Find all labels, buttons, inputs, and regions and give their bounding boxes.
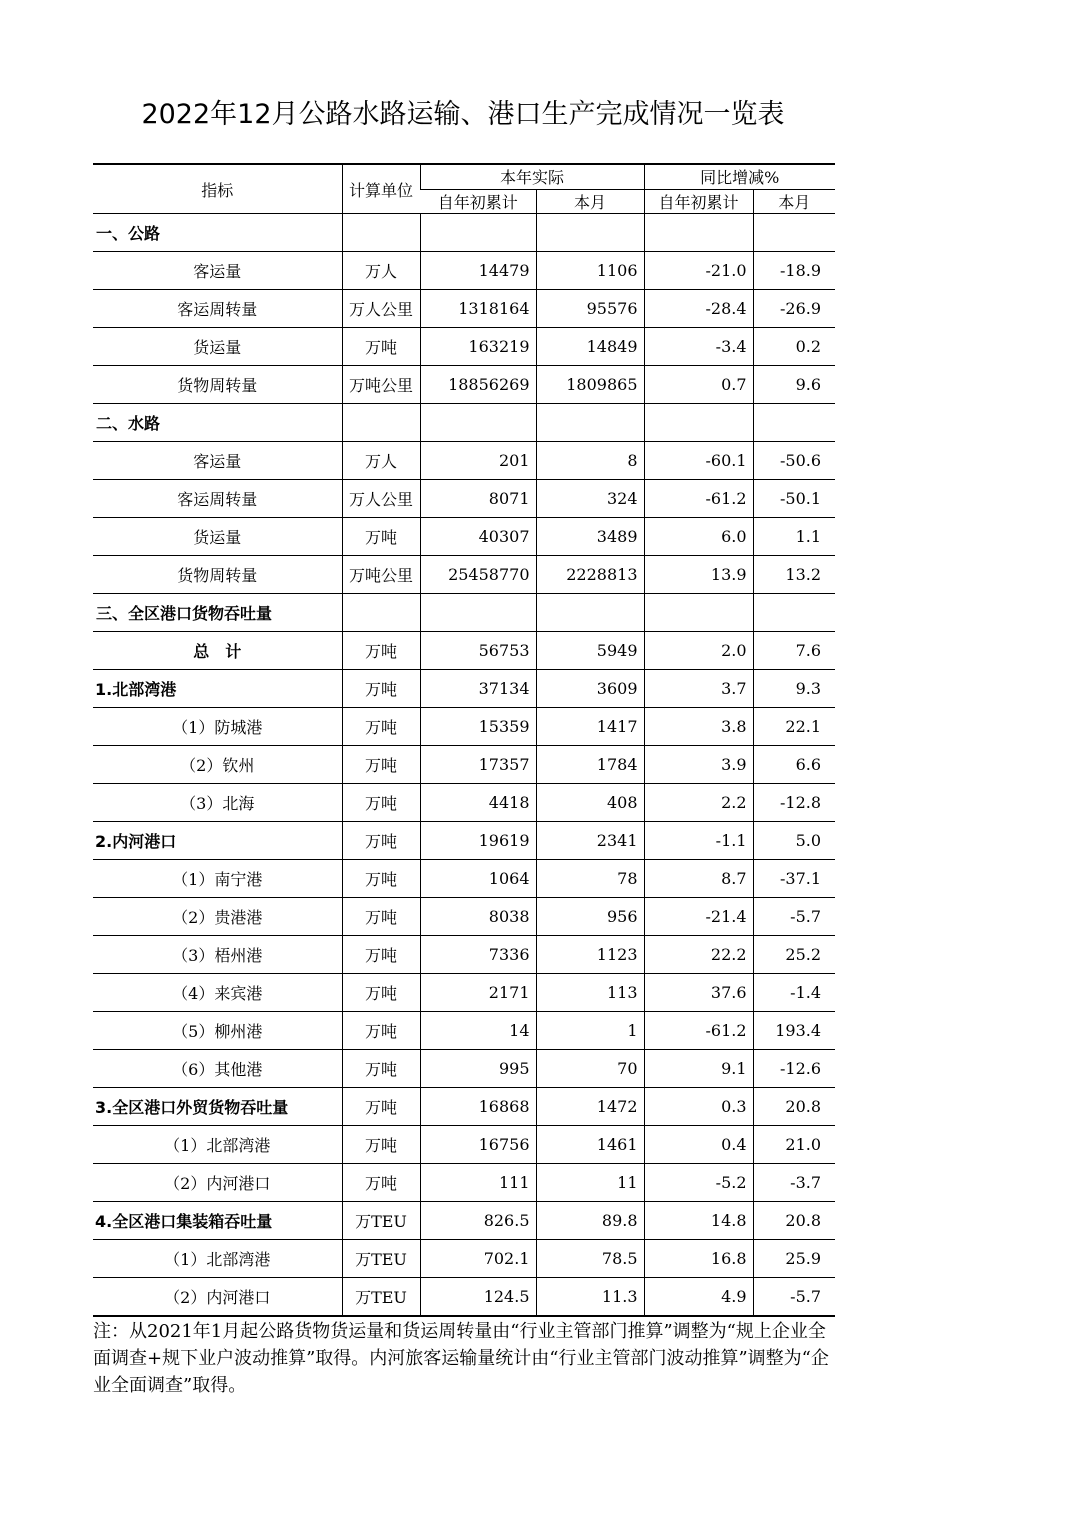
table-row — [93, 860, 835, 898]
indicator-cell: 客运量 — [93, 252, 342, 290]
yoy-ytd-cell: -5.2 — [644, 1164, 753, 1202]
table-row — [93, 1012, 835, 1050]
yoy-month-cell: 6.6 — [753, 746, 835, 784]
actual-ytd-cell — [420, 214, 536, 252]
indicator-cell: （3）北海 — [93, 784, 342, 822]
actual-ytd-cell: 25458770 — [420, 556, 536, 594]
yoy-month-cell: 13.2 — [753, 556, 835, 594]
indicator-cell: （1）北部湾港 — [93, 1126, 342, 1164]
table-row — [93, 822, 835, 860]
yoy-month-cell: 9.3 — [753, 670, 835, 708]
actual-month-cell: 95576 — [536, 290, 644, 328]
actual-ytd-cell: 16868 — [420, 1088, 536, 1126]
yoy-month-cell: 0.2 — [753, 328, 835, 366]
yoy-ytd-cell: 4.9 — [644, 1278, 753, 1317]
table-row — [93, 1088, 835, 1126]
actual-month-cell: 70 — [536, 1050, 644, 1088]
yoy-ytd-cell: 14.8 — [644, 1202, 753, 1240]
indicator-cell: （1）南宁港 — [93, 860, 342, 898]
header-yoy-month: 本月 — [753, 189, 835, 214]
header-actual-month: 本月 — [536, 189, 644, 214]
yoy-ytd-cell: 37.6 — [644, 974, 753, 1012]
actual-ytd-cell: 19619 — [420, 822, 536, 860]
indicator-cell: 4.全区港口集装箱吞吐量 — [93, 1202, 342, 1240]
unit-cell: 万吨 — [342, 898, 420, 936]
indicator-cell: 货运量 — [93, 328, 342, 366]
unit-cell: 万人 — [342, 442, 420, 480]
table-row — [93, 404, 835, 442]
actual-month-cell — [536, 214, 644, 252]
unit-cell: 万人公里 — [342, 480, 420, 518]
actual-ytd-cell: 16756 — [420, 1126, 536, 1164]
yoy-month-cell: 25.2 — [753, 936, 835, 974]
actual-month-cell: 2341 — [536, 822, 644, 860]
unit-cell: 万吨 — [342, 1088, 420, 1126]
table-row — [93, 746, 835, 784]
table-row — [93, 632, 835, 670]
indicator-cell: 二、水路 — [93, 404, 342, 442]
unit-cell: 万TEU — [342, 1202, 420, 1240]
yoy-month-cell: 21.0 — [753, 1126, 835, 1164]
actual-ytd-cell — [420, 404, 536, 442]
table-row — [93, 214, 835, 252]
unit-cell: 万TEU — [342, 1240, 420, 1278]
actual-ytd-cell: 17357 — [420, 746, 536, 784]
actual-ytd-cell: 8071 — [420, 480, 536, 518]
unit-cell: 万吨公里 — [342, 556, 420, 594]
yoy-month-cell: -26.9 — [753, 290, 835, 328]
yoy-ytd-cell: -61.2 — [644, 480, 753, 518]
yoy-ytd-cell: 2.2 — [644, 784, 753, 822]
actual-ytd-cell: 1318164 — [420, 290, 536, 328]
yoy-month-cell: -12.8 — [753, 784, 835, 822]
indicator-cell: 总 计 — [93, 632, 342, 670]
yoy-month-cell: 193.4 — [753, 1012, 835, 1050]
indicator-cell: （3）梧州港 — [93, 936, 342, 974]
actual-month-cell: 11 — [536, 1164, 644, 1202]
table-row — [93, 1240, 835, 1278]
actual-month-cell: 78.5 — [536, 1240, 644, 1278]
yoy-month-cell: -3.7 — [753, 1164, 835, 1202]
table-row — [93, 974, 835, 1012]
table-row — [93, 1164, 835, 1202]
actual-ytd-cell: 14479 — [420, 252, 536, 290]
footnote: 注：从2021年1月起公路货物货运量和货运周转量由“行业主管部门推算”调整为“规上企业全面调查+规下业户波动推算”取得。内河旅客运输量统计由“行业主管部门波动推算”调整为“企业全面调查”取得。 — [93, 1321, 829, 1396]
unit-cell: 万吨 — [342, 860, 420, 898]
table-row — [93, 1050, 835, 1088]
actual-ytd-cell — [420, 594, 536, 632]
indicator-cell: 货运量 — [93, 518, 342, 556]
yoy-ytd-cell: -21.0 — [644, 252, 753, 290]
table-row — [93, 1202, 835, 1240]
actual-month-cell: 78 — [536, 860, 644, 898]
yoy-ytd-cell — [644, 214, 753, 252]
actual-month-cell: 1784 — [536, 746, 644, 784]
yoy-ytd-cell: -61.2 — [644, 1012, 753, 1050]
yoy-ytd-cell: -3.4 — [644, 328, 753, 366]
actual-ytd-cell: 111 — [420, 1164, 536, 1202]
unit-cell: 万吨 — [342, 1164, 420, 1202]
yoy-month-cell: -50.1 — [753, 480, 835, 518]
actual-month-cell: 8 — [536, 442, 644, 480]
yoy-ytd-cell: -60.1 — [644, 442, 753, 480]
table-body — [93, 214, 835, 1317]
unit-cell — [342, 214, 420, 252]
yoy-month-cell: -50.6 — [753, 442, 835, 480]
actual-month-cell: 5949 — [536, 632, 644, 670]
yoy-month-cell: 1.1 — [753, 518, 835, 556]
unit-cell: 万TEU — [342, 1278, 420, 1317]
table-row — [93, 328, 835, 366]
actual-ytd-cell: 8038 — [420, 898, 536, 936]
header-indicator: 指标 — [93, 164, 342, 214]
table-row — [93, 936, 835, 974]
yoy-month-cell: -12.6 — [753, 1050, 835, 1088]
actual-ytd-cell: 826.5 — [420, 1202, 536, 1240]
unit-cell: 万吨 — [342, 1050, 420, 1088]
unit-cell — [342, 404, 420, 442]
yoy-ytd-cell: -1.1 — [644, 822, 753, 860]
actual-month-cell: 3489 — [536, 518, 644, 556]
actual-month-cell: 408 — [536, 784, 644, 822]
actual-month-cell: 11.3 — [536, 1278, 644, 1317]
actual-month-cell: 14849 — [536, 328, 644, 366]
table-row — [93, 366, 835, 404]
table-row — [93, 784, 835, 822]
yoy-ytd-cell: 16.8 — [644, 1240, 753, 1278]
unit-cell: 万吨 — [342, 822, 420, 860]
actual-ytd-cell: 56753 — [420, 632, 536, 670]
indicator-cell: （1）北部湾港 — [93, 1240, 342, 1278]
yoy-ytd-cell: 3.9 — [644, 746, 753, 784]
yoy-ytd-cell — [644, 594, 753, 632]
yoy-month-cell: 7.6 — [753, 632, 835, 670]
unit-cell: 万吨 — [342, 518, 420, 556]
table-row — [93, 252, 835, 290]
table-row — [93, 290, 835, 328]
table-row — [93, 556, 835, 594]
indicator-cell: 货物周转量 — [93, 556, 342, 594]
actual-ytd-cell: 163219 — [420, 328, 536, 366]
table-row — [93, 1278, 835, 1317]
indicator-cell: （2）贵港港 — [93, 898, 342, 936]
yoy-ytd-cell — [644, 404, 753, 442]
table-row — [93, 1126, 835, 1164]
actual-ytd-cell: 37134 — [420, 670, 536, 708]
actual-month-cell: 1472 — [536, 1088, 644, 1126]
yoy-ytd-cell: 8.7 — [644, 860, 753, 898]
actual-month-cell: 3609 — [536, 670, 644, 708]
table-row — [93, 442, 835, 480]
actual-ytd-cell: 15359 — [420, 708, 536, 746]
header-actual: 本年实际 — [420, 164, 644, 189]
indicator-cell: （5）柳州港 — [93, 1012, 342, 1050]
table-row — [93, 898, 835, 936]
yoy-month-cell: 9.6 — [753, 366, 835, 404]
yoy-ytd-cell: 9.1 — [644, 1050, 753, 1088]
actual-ytd-cell: 4418 — [420, 784, 536, 822]
actual-month-cell: 113 — [536, 974, 644, 1012]
actual-ytd-cell: 40307 — [420, 518, 536, 556]
unit-cell: 万吨 — [342, 632, 420, 670]
yoy-month-cell: 25.9 — [753, 1240, 835, 1278]
indicator-cell: 客运周转量 — [93, 290, 342, 328]
unit-cell — [342, 594, 420, 632]
actual-ytd-cell: 1064 — [420, 860, 536, 898]
yoy-month-cell: -37.1 — [753, 860, 835, 898]
actual-ytd-cell: 7336 — [420, 936, 536, 974]
actual-month-cell — [536, 594, 644, 632]
actual-month-cell: 1123 — [536, 936, 644, 974]
indicator-cell: 客运周转量 — [93, 480, 342, 518]
yoy-ytd-cell: 0.7 — [644, 366, 753, 404]
table-row — [93, 594, 835, 632]
actual-month-cell: 1106 — [536, 252, 644, 290]
yoy-ytd-cell: -28.4 — [644, 290, 753, 328]
actual-ytd-cell: 18856269 — [420, 366, 536, 404]
actual-month-cell: 1417 — [536, 708, 644, 746]
actual-month-cell: 2228813 — [536, 556, 644, 594]
header-yoy: 同比增减% — [644, 164, 835, 189]
yoy-ytd-cell: 3.8 — [644, 708, 753, 746]
table-row — [93, 480, 835, 518]
unit-cell: 万吨 — [342, 708, 420, 746]
yoy-month-cell: -5.7 — [753, 1278, 835, 1317]
unit-cell: 万吨 — [342, 746, 420, 784]
indicator-cell: （2）钦州 — [93, 746, 342, 784]
yoy-month-cell: 20.8 — [753, 1202, 835, 1240]
yoy-ytd-cell: 22.2 — [644, 936, 753, 974]
unit-cell: 万吨 — [342, 670, 420, 708]
unit-cell: 万吨 — [342, 328, 420, 366]
header-unit: 计算单位 — [342, 164, 420, 214]
page-title: 2022年12月公路水路运输、港口生产完成情况一览表 — [141, 99, 785, 130]
actual-month-cell: 1461 — [536, 1126, 644, 1164]
actual-ytd-cell: 2171 — [420, 974, 536, 1012]
unit-cell: 万吨 — [342, 974, 420, 1012]
yoy-ytd-cell: 6.0 — [644, 518, 753, 556]
indicator-cell: （2）内河港口 — [93, 1164, 342, 1202]
actual-month-cell: 1 — [536, 1012, 644, 1050]
yoy-month-cell — [753, 594, 835, 632]
indicator-cell: （1）防城港 — [93, 708, 342, 746]
yoy-ytd-cell: 0.4 — [644, 1126, 753, 1164]
actual-ytd-cell: 14 — [420, 1012, 536, 1050]
actual-month-cell: 1809865 — [536, 366, 644, 404]
actual-ytd-cell: 124.5 — [420, 1278, 536, 1317]
actual-ytd-cell: 201 — [420, 442, 536, 480]
indicator-cell: （6）其他港 — [93, 1050, 342, 1088]
indicator-cell: 3.全区港口外贸货物吞吐量 — [93, 1088, 342, 1126]
yoy-ytd-cell: 3.7 — [644, 670, 753, 708]
yoy-month-cell — [753, 404, 835, 442]
yoy-month-cell: 20.8 — [753, 1088, 835, 1126]
unit-cell: 万人 — [342, 252, 420, 290]
unit-cell: 万吨 — [342, 784, 420, 822]
yoy-ytd-cell: 13.9 — [644, 556, 753, 594]
indicator-cell: 三、全区港口货物吞吐量 — [93, 594, 342, 632]
indicator-cell: （2）内河港口 — [93, 1278, 342, 1317]
yoy-month-cell: -1.4 — [753, 974, 835, 1012]
unit-cell: 万吨 — [342, 1012, 420, 1050]
unit-cell: 万吨公里 — [342, 366, 420, 404]
yoy-ytd-cell: -21.4 — [644, 898, 753, 936]
indicator-cell: 货物周转量 — [93, 366, 342, 404]
yoy-month-cell — [753, 214, 835, 252]
unit-cell: 万吨 — [342, 1126, 420, 1164]
indicator-cell: 一、公路 — [93, 214, 342, 252]
indicator-cell: 客运量 — [93, 442, 342, 480]
yoy-month-cell: 5.0 — [753, 822, 835, 860]
indicator-cell: 2.内河港口 — [93, 822, 342, 860]
actual-month-cell: 324 — [536, 480, 644, 518]
statistics-table — [93, 163, 835, 1317]
table-row — [93, 518, 835, 556]
yoy-ytd-cell: 0.3 — [644, 1088, 753, 1126]
indicator-cell: 1.北部湾港 — [93, 670, 342, 708]
actual-month-cell: 89.8 — [536, 1202, 644, 1240]
table-row — [93, 708, 835, 746]
actual-month-cell: 956 — [536, 898, 644, 936]
unit-cell: 万人公里 — [342, 290, 420, 328]
unit-cell: 万吨 — [342, 936, 420, 974]
actual-ytd-cell: 995 — [420, 1050, 536, 1088]
yoy-ytd-cell: 2.0 — [644, 632, 753, 670]
actual-month-cell — [536, 404, 644, 442]
yoy-month-cell: 22.1 — [753, 708, 835, 746]
table-row — [93, 670, 835, 708]
yoy-month-cell: -5.7 — [753, 898, 835, 936]
indicator-cell: （4）来宾港 — [93, 974, 342, 1012]
header-actual-ytd: 自年初累计 — [420, 189, 536, 214]
header-yoy-ytd: 自年初累计 — [644, 189, 753, 214]
yoy-month-cell: -18.9 — [753, 252, 835, 290]
actual-ytd-cell: 702.1 — [420, 1240, 536, 1278]
